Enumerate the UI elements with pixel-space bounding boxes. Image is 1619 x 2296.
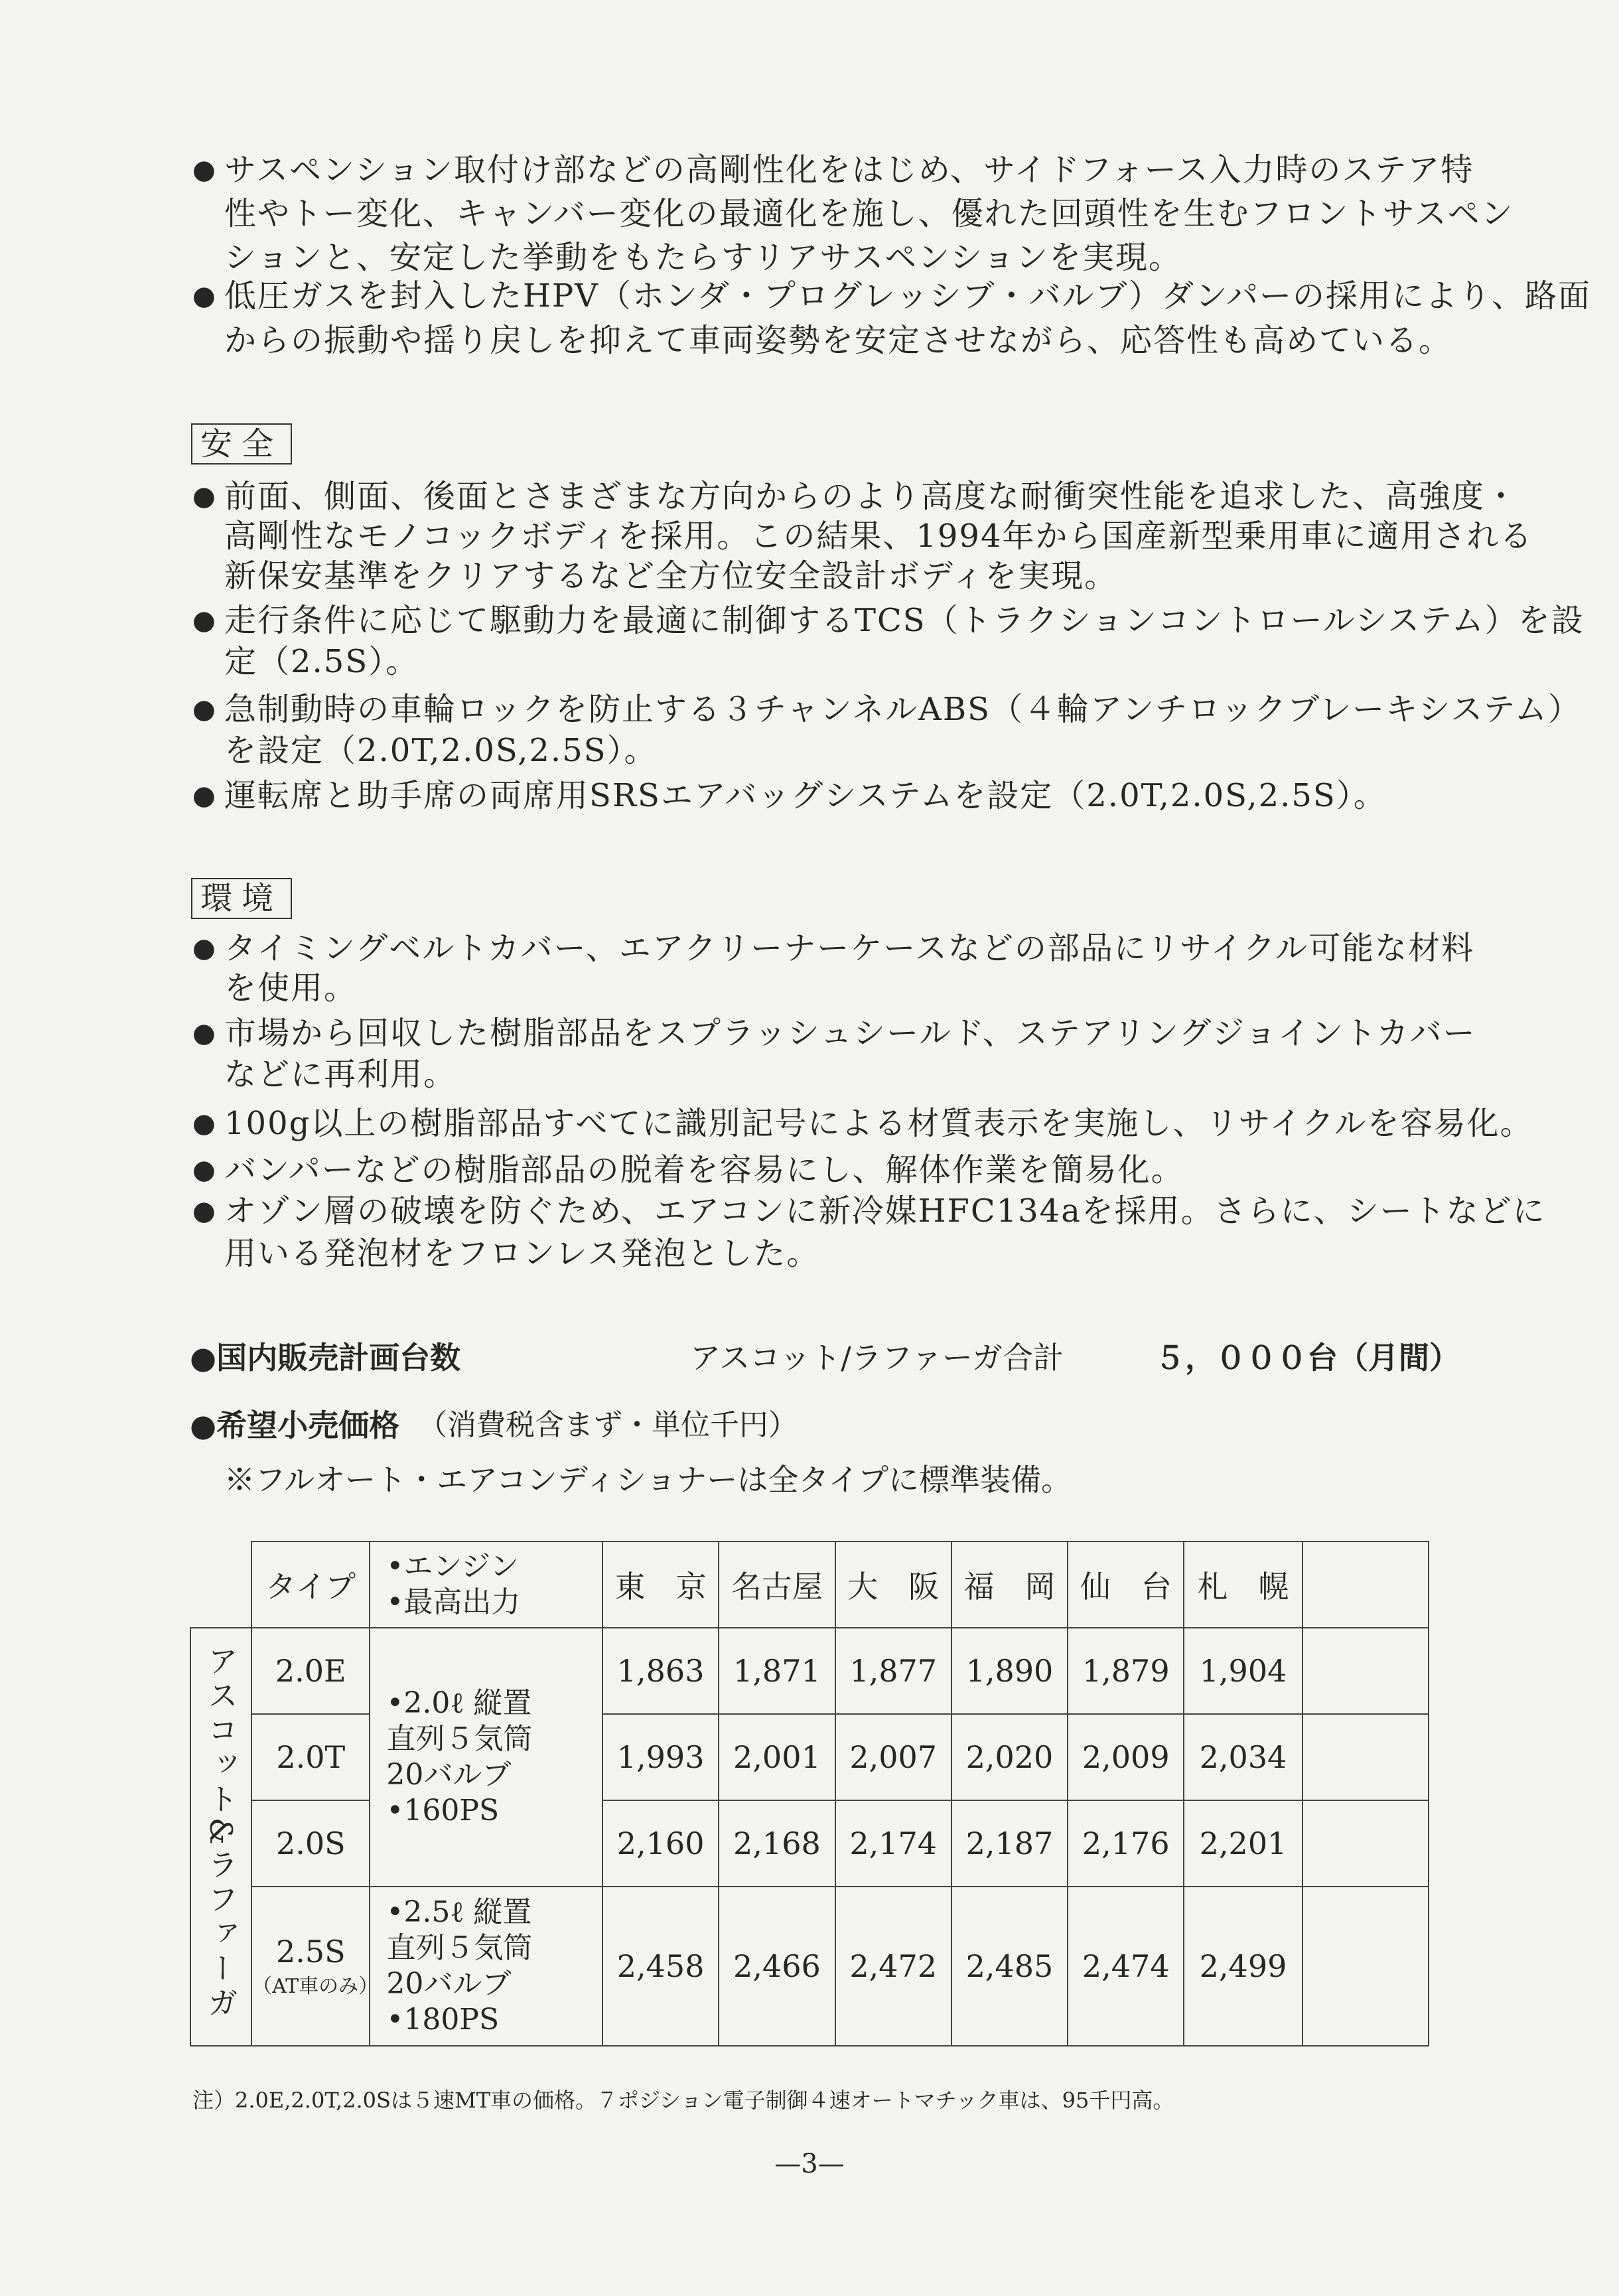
bullet-icon: ● bbox=[192, 1196, 216, 1226]
engine-25-line-2: 直列５気筒 bbox=[386, 1931, 533, 1965]
sales-plan-detail: アスコット/ラファーガ合計 bbox=[690, 1340, 1064, 1376]
price-cell: 2,160 bbox=[602, 1800, 719, 1887]
type-cell: 2.0E bbox=[251, 1628, 370, 1714]
engine-25-line-4: •180PS bbox=[386, 2003, 500, 2037]
empty-cell bbox=[1302, 1714, 1429, 1800]
bullet-icon: ● bbox=[192, 1155, 216, 1185]
price-cell: 2,168 bbox=[719, 1800, 835, 1887]
sales-plan-label: ●国内販売計画台数 bbox=[190, 1340, 461, 1376]
price-table bbox=[190, 1541, 1429, 2046]
empty-cell bbox=[1302, 1628, 1429, 1714]
env-bullet-5-line-1: オゾン層の破壊を防ぐため、エアコンに新冷媒HFC134aを採用。さらに、シートなどに bbox=[224, 1192, 1546, 1230]
price-cell: 2,458 bbox=[602, 1887, 719, 2046]
price-cell: 2,474 bbox=[1068, 1887, 1184, 2046]
header-osaka: 大 阪 bbox=[835, 1542, 951, 1628]
header-engine-line-1: •エンジン bbox=[386, 1549, 520, 1583]
table-row bbox=[190, 1628, 1429, 1714]
header-type: タイプ bbox=[251, 1542, 370, 1628]
header-engine-line-2: •最高出力 bbox=[386, 1585, 521, 1619]
env-bullet-5-line-2: 用いる発泡材をフロンレス発泡とした。 bbox=[224, 1235, 820, 1272]
safety-bullet-1-line-1: 前面、側面、後面とさまざまな方向からのより高度な耐衝突性能を追求した、高強度・ bbox=[224, 478, 1519, 515]
table-corner bbox=[190, 1542, 251, 1628]
bullet-icon: ● bbox=[192, 1018, 216, 1048]
price-cell: 1,879 bbox=[1068, 1628, 1184, 1714]
type-label: 2.5S bbox=[275, 1934, 346, 1970]
price-cell: 1,877 bbox=[835, 1628, 951, 1714]
price-cell: 2,020 bbox=[951, 1714, 1068, 1800]
side-label-text: アスコット&ラファーガ bbox=[203, 1645, 240, 2021]
env-bullet-1-line-2: を使用。 bbox=[224, 969, 358, 1007]
safety-bullet-2-line-2: 定（2.5S）。 bbox=[224, 643, 419, 680]
bullet-icon: ● bbox=[192, 933, 216, 964]
bullet-icon: ● bbox=[192, 155, 216, 185]
price-cell: 2,009 bbox=[1068, 1714, 1184, 1800]
table-row bbox=[190, 1887, 1429, 2046]
bullet-icon: ● bbox=[192, 694, 216, 725]
price-cell: 1,993 bbox=[602, 1714, 719, 1800]
type-cell: 2.0T bbox=[251, 1714, 370, 1800]
price-heading-sub: （消費税含まず・単位千円） bbox=[418, 1408, 798, 1442]
intro-bullet-1-line-3: ションと、安定した挙動をもたらすリアサスペンションを実現。 bbox=[224, 239, 1182, 276]
price-cell: 2,466 bbox=[719, 1887, 835, 2046]
intro-bullet-1-line-1: サスペンション取付け部などの高剛性化をはじめ、サイドフォース入力時のステア特 bbox=[224, 151, 1474, 188]
price-cell: 1,904 bbox=[1184, 1628, 1302, 1714]
price-cell: 2,485 bbox=[951, 1887, 1068, 2046]
price-cell: 2,034 bbox=[1184, 1714, 1302, 1800]
safety-bullet-1-line-2: 高剛性なモノコックボディを採用。この結果、1994年から国産新型乗用車に適用される bbox=[224, 518, 1533, 555]
env-bullet-3-line-1: 100g以上の樹脂部品すべてに識別記号による材質表示を実施し、リサイクルを容易化。 bbox=[224, 1105, 1533, 1142]
header-engine bbox=[370, 1542, 602, 1628]
price-note: ※フルオート・エアコンディショナーは全タイプに標準装備。 bbox=[224, 1462, 1072, 1498]
env-bullet-2-line-1: 市場から回収した樹脂部品をスプラッシュシールド、ステアリングジョイントカバー bbox=[224, 1015, 1476, 1052]
safety-bullet-3-line-1: 急制動時の車輪ロックを防止する３チャンネルABS（４輪アンチロックブレーキシステム） bbox=[224, 691, 1581, 728]
side-label bbox=[190, 1628, 251, 2046]
header-blank bbox=[1302, 1542, 1429, 1628]
sales-plan-value: ５，０００台（月間） bbox=[1155, 1340, 1460, 1376]
engine-25-line-1: •2.5ℓ 縦置 bbox=[386, 1895, 532, 1929]
empty-cell bbox=[1302, 1887, 1429, 2046]
price-cell: 1,871 bbox=[719, 1628, 835, 1714]
intro-bullet-1-line-2: 性やトー変化、キャンバー変化の最適化を施し、優れた回頭性を生むフロントサスペン bbox=[224, 195, 1514, 232]
price-cell: 2,187 bbox=[951, 1800, 1068, 1887]
header-tokyo: 東 京 bbox=[602, 1542, 719, 1628]
type-cell bbox=[251, 1887, 379, 2046]
engine-20-line-4: •160PS bbox=[386, 1794, 500, 1828]
environment-heading: 環境 bbox=[191, 878, 292, 919]
safety-bullet-4-line-1: 運転席と助手席の両席用SRSエアバッグシステムを設定（2.0T,2.0S,2.5S）。 bbox=[224, 777, 1387, 814]
intro-bullet-2-line-2: からの振動や揺り戻しを抑えて車両姿勢を安定させながら、応答性も高めている。 bbox=[224, 322, 1452, 359]
safety-bullet-1-line-3: 新保安基準をクリアするなど全方位安全設計ボディを実現。 bbox=[224, 557, 1118, 595]
price-cell: 1,890 bbox=[951, 1628, 1068, 1714]
intro-bullet-2-line-1: 低圧ガスを封入したHPV（ホンダ・プログレッシブ・バルブ）ダンパーの採用により、路面 bbox=[224, 277, 1592, 315]
header-fukuoka: 福 岡 bbox=[951, 1542, 1068, 1628]
bullet-icon: ● bbox=[192, 780, 216, 811]
header-sendai: 仙 台 bbox=[1068, 1542, 1184, 1628]
page-number: —3— bbox=[774, 2149, 845, 2179]
price-cell: 2,472 bbox=[835, 1887, 951, 2046]
price-cell: 2,001 bbox=[719, 1714, 835, 1800]
header-nagoya: 名古屋 bbox=[719, 1542, 835, 1628]
engine-25-line-3: 20バルブ bbox=[386, 1967, 512, 2001]
bullet-icon: ● bbox=[192, 281, 216, 311]
engine-20-line-1: •2.0ℓ 縦置 bbox=[386, 1686, 532, 1720]
engine-25-cell bbox=[370, 1887, 602, 2046]
header-sapporo: 札 幌 bbox=[1184, 1542, 1302, 1628]
env-bullet-1-line-1: タイミングベルトカバー、エアクリーナーケースなどの部品にリサイクル可能な材料 bbox=[224, 930, 1475, 967]
env-bullet-4-line-1: バンパーなどの樹脂部品の脱着を容易にし、解体作業を簡易化。 bbox=[224, 1151, 1184, 1188]
safety-heading: 安全 bbox=[191, 423, 292, 465]
bullet-icon: ● bbox=[192, 605, 216, 636]
type-note: （AT車のみ） bbox=[252, 1975, 379, 1998]
price-cell: 2,007 bbox=[835, 1714, 951, 1800]
price-cell: 2,499 bbox=[1184, 1887, 1302, 2046]
price-cell: 2,176 bbox=[1068, 1800, 1184, 1887]
bullet-icon: ● bbox=[192, 481, 216, 512]
empty-cell bbox=[1302, 1800, 1429, 1887]
engine-20-cell bbox=[370, 1628, 602, 1887]
safety-bullet-3-line-2: を設定（2.0T,2.0S,2.5S）。 bbox=[224, 732, 658, 769]
engine-20-line-2: 直列５気筒 bbox=[386, 1722, 533, 1756]
type-cell: 2.0S bbox=[251, 1800, 370, 1887]
price-heading-label: ●希望小売価格 bbox=[190, 1407, 400, 1443]
engine-20-line-3: 20バルブ bbox=[386, 1758, 512, 1792]
price-cell: 2,201 bbox=[1184, 1800, 1302, 1887]
bullet-icon: ● bbox=[192, 1108, 216, 1139]
env-bullet-2-line-2: などに再利用。 bbox=[224, 1056, 457, 1093]
footnote: 注）2.0E,2.0T,2.0Sは５速MT車の価格。７ポジション電子制御４速オートマチック車は、95千円高。 bbox=[192, 2088, 1174, 2113]
safety-bullet-2-line-1: 走行条件に応じて駆動力を最適に制御するTCS（トラクションコントロールシステム）を設 bbox=[224, 602, 1584, 639]
price-cell: 2,174 bbox=[835, 1800, 951, 1887]
price-cell: 1,863 bbox=[602, 1628, 719, 1714]
